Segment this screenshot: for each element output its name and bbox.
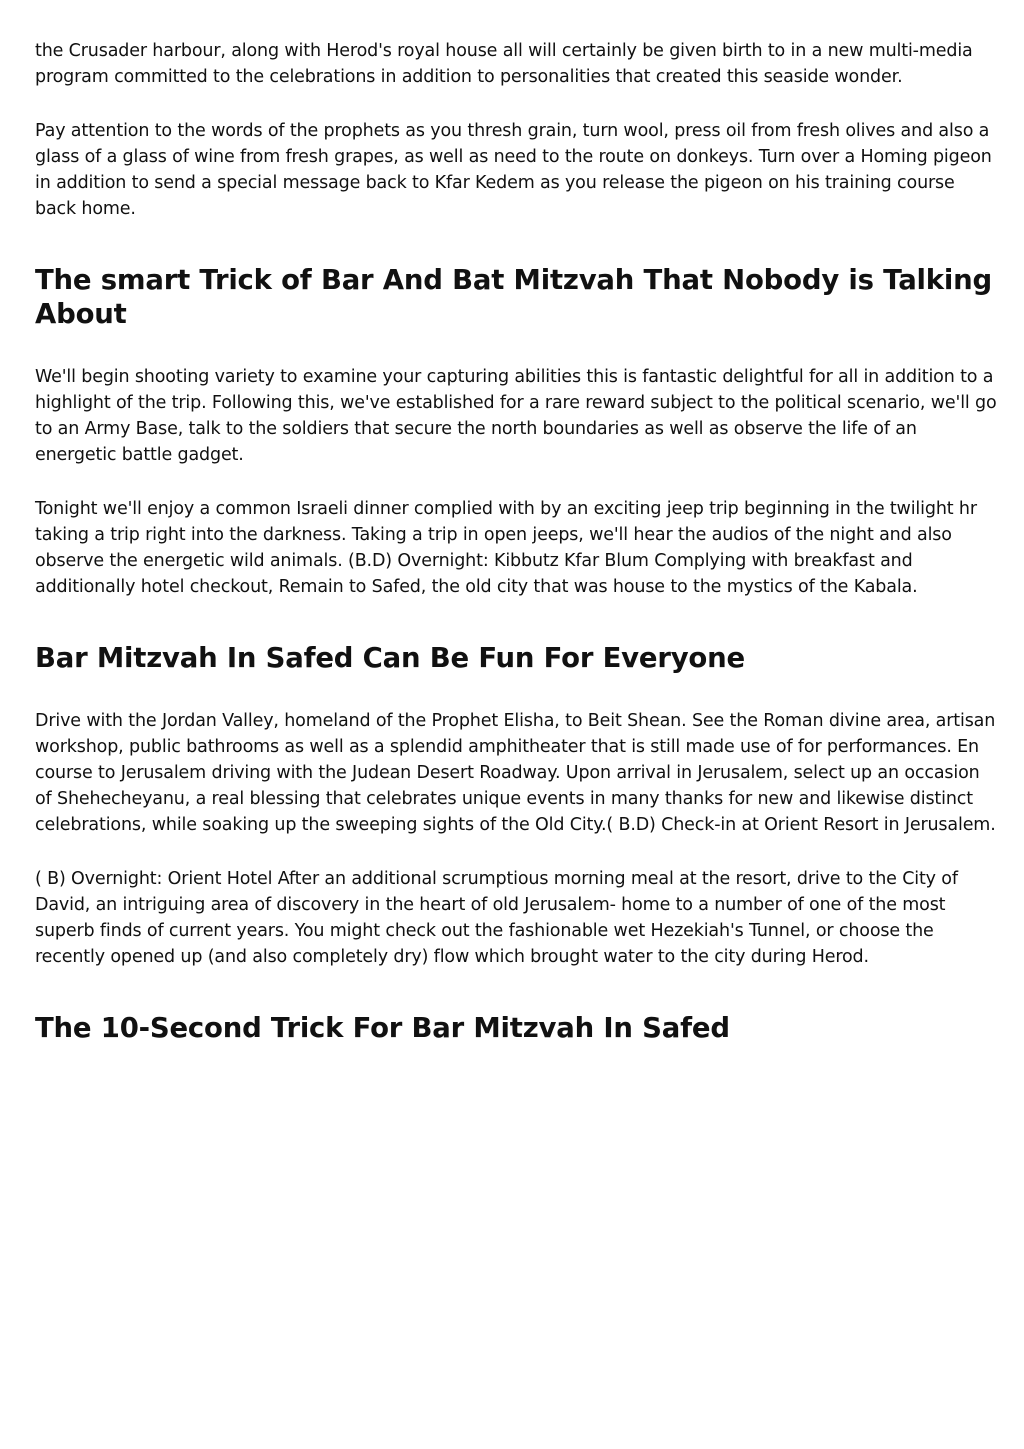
paragraph-crusader-harbour: the Crusader harbour, along with Herod's royal house all will certainly be given birth to in a new multi-media program committed to the celebrations in addition to personalities that created this seaside wonder. (35, 41, 973, 87)
heading-bar-mitzvah-safed-fun: Bar Mitzvah In Safed Can Be Fun For Everyone (35, 642, 745, 674)
document-page (35, 38, 997, 1045)
paragraph-prophets: Pay attention to the words of the prophets as you thresh grain, turn wool, press oil from fresh olives and also a glass of a glass of wine from fresh grapes, as well as need to the route on donkeys. Turn over a Homing pigeon in addition to send a special message back to Kfar Kedem as you release the pigeon on his training course back home. (35, 121, 992, 219)
paragraph-jordan-valley: Drive with the Jordan Valley, homeland of the Prophet Elisha, to Beit Shean. See the Roman divine area, artisan workshop, public bathrooms as well as a splendid amphitheater that is still made use of for performances. En course to Jerusalem driving with the Judean Desert Roadway. Upon arrival in Jerusalem, select up an occasion of Shehecheyanu, a real blessing that celebrates unique events in many thanks for new and likewise distinct celebrations, while soaking up the sweeping sights of the Old City.( B.D) Check-in at Orient Resort in Jerusalem. (35, 711, 996, 835)
paragraph-jeep-trip: Tonight we'll enjoy a common Israeli dinner complied with by an exciting jeep trip beginning in the twilight hr taking a trip right into the darkness. Taking a trip in open jeeps, we'll hear the audios of the night and also observe the energetic wild animals. (B.D) Overnight: Kibbutz Kfar Blum Complying with breakfast and additionally hotel checkout, Remain to Safed, the old city that was house to the mystics of the Kabala. (35, 499, 977, 597)
heading-smart-trick: The smart Trick of Bar And Bat Mitzvah That Nobody is Talking About (35, 264, 992, 330)
paragraph-shooting-range: We'll begin shooting variety to examine your capturing abilities this is fantastic delightful for all in addition to a highlight of the trip. Following this, we've established for a rare reward subject to the political scenario, we'll go to an Army Base, talk to the soldiers that secure the north boundaries as well as observe the life of an energetic battle gadget. (35, 367, 997, 465)
paragraph-city-of-david: ( B) Overnight: Orient Hotel After an additional scrumptious morning meal at the resort, drive to the City of David, an intriguing area of discovery in the heart of old Jerusalem- home to a number of one of the most superb finds of current years. You might check out the fashionable wet Hezekiah's Tunnel, or choose the recently opened up (and also completely dry) flow which brought water to the city during Herod. (35, 869, 958, 967)
heading-10-second-trick: The 10-Second Trick For Bar Mitzvah In Safed (35, 1012, 730, 1044)
